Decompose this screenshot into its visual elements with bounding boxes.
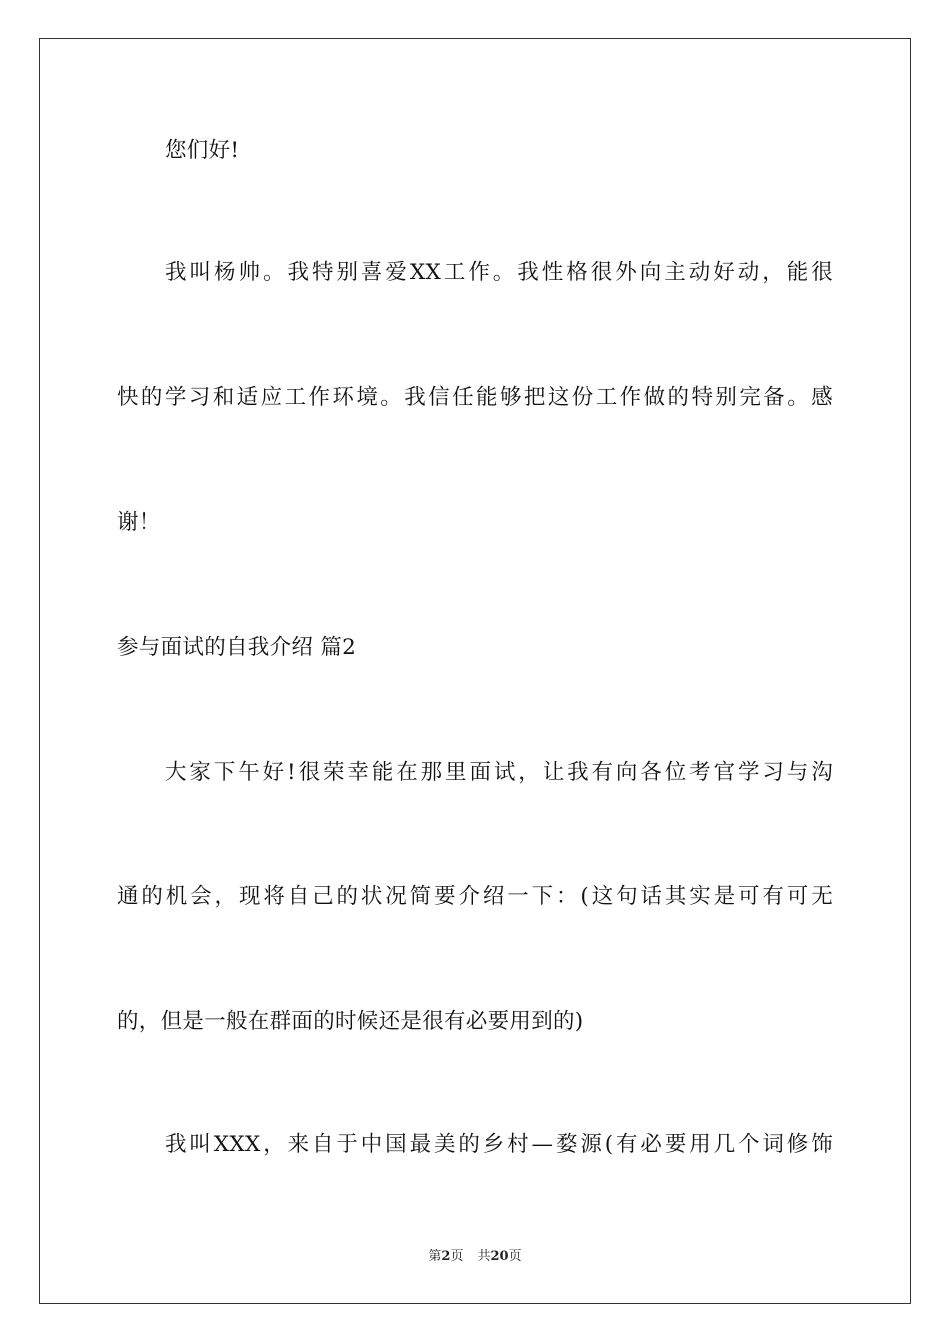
total-page-count: 20 (490, 1249, 509, 1264)
paragraph-line: 大家下午好!很荣幸能在那里面试，让我有向各位考官学习与沟 (165, 760, 833, 785)
total-pages-suffix: 页 (508, 1249, 522, 1264)
page-number-suffix: 页 (450, 1249, 464, 1264)
section-heading: 参与面试的自我介绍 篇2 (117, 635, 357, 660)
paragraph-line: 我叫XXX，来自于中国最美的乡村—婺源(有必要用几个词修饰 (165, 1132, 833, 1157)
total-pages-prefix: 共 (477, 1249, 491, 1264)
paragraph-line: 通的机会，现将自己的状况简要介绍一下：(这句话其实是可有可无 (117, 884, 833, 909)
paragraph-line: 的，但是一般在群面的时候还是很有必要用到的) (117, 1009, 584, 1034)
current-page-number: 2 (441, 1249, 451, 1264)
page-border (39, 38, 911, 1304)
paragraph-line: 快的学习和适应工作环境。我信任能够把这份工作做的特别完备。感 (117, 385, 833, 410)
page-number-prefix: 第 (428, 1249, 442, 1264)
paragraph-line: 我叫杨帅。我特别喜爱XX工作。我性格很外向主动好动，能很 (165, 260, 833, 285)
page-footer (0, 1248, 950, 1266)
greeting-line: 您们好! (165, 138, 240, 163)
paragraph-line: 谢！ (117, 510, 161, 535)
